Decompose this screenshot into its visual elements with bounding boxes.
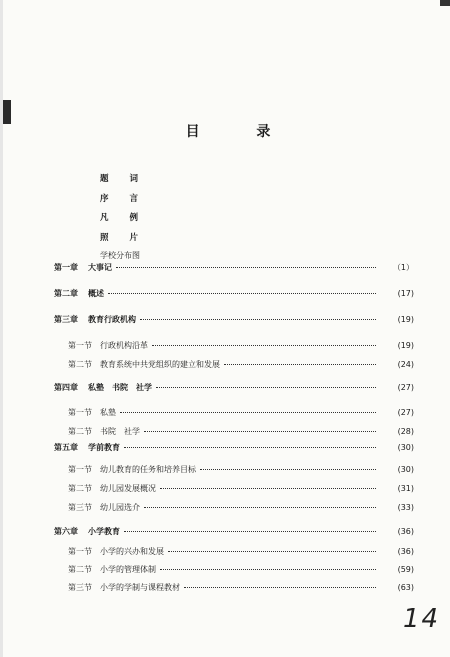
toc-dot-leader [224, 364, 376, 365]
toc-dot-leader [140, 319, 376, 320]
toc-page-number: (30) [397, 465, 414, 474]
toc-entry-title: 私塾 [100, 408, 116, 417]
toc-entry-number: 第二节 [68, 484, 92, 493]
toc-chapter-entry[interactable] [54, 314, 414, 325]
toc-page-number: (28) [397, 427, 414, 436]
toc-entry-title: 行政机构沿革 [100, 341, 148, 350]
toc-entry-title: 小学的管理体制 [100, 565, 156, 574]
toc-page-number: (27) [397, 408, 414, 417]
front-matter-label [100, 192, 138, 212]
toc-chapter-entry[interactable] [54, 526, 414, 537]
front-matter-char: 言 [129, 193, 138, 204]
toc-page-number: (63) [397, 583, 414, 592]
front-matter-char: 片 [129, 232, 138, 243]
toc-page-number: (17) [397, 289, 414, 298]
toc-section-entry[interactable] [54, 502, 414, 513]
toc-dot-leader [144, 431, 376, 432]
front-matter-char: 题 [100, 174, 109, 184]
toc-entry-title: 幼儿园发展概况 [100, 484, 156, 493]
toc-entry-title: 幼儿园选介 [100, 503, 140, 512]
toc-entry-title: 学前教育 [88, 443, 120, 452]
toc-entry-number: 第三节 [68, 583, 92, 592]
toc-chapter-entry[interactable] [54, 442, 414, 453]
toc-entry-title: 书院 社学 [100, 427, 140, 436]
toc-section-entry[interactable] [54, 464, 414, 475]
toc-entry-number: 第一节 [68, 408, 92, 417]
toc-dot-leader [124, 447, 376, 448]
handwritten-page-number: 14 [403, 604, 441, 634]
front-matter-item[interactable] [100, 192, 140, 212]
front-matter-char: 例 [129, 213, 138, 223]
toc-entry-number: 第二节 [68, 427, 92, 436]
page-title: 目 录 [185, 124, 297, 140]
toc-dot-leader [152, 345, 376, 346]
toc-dot-leader [120, 412, 376, 413]
toc-dot-leader [116, 267, 376, 268]
front-matter-char: 序 [100, 193, 109, 204]
toc-page-number: （1） [392, 263, 414, 272]
front-matter-char: 凡 [100, 213, 109, 223]
toc-page-number: (31) [397, 484, 414, 493]
toc-entry-title: 大事记 [88, 263, 112, 272]
toc-dot-leader [200, 469, 376, 470]
toc-entry-number: 第五章 [54, 443, 78, 452]
toc-entry-number: 第二节 [68, 360, 92, 369]
toc-page-number: (19) [397, 315, 414, 324]
toc-dot-leader [168, 551, 376, 552]
toc-chapter-entry[interactable] [54, 382, 414, 393]
front-matter-list [100, 172, 140, 270]
toc-dot-leader [160, 569, 376, 570]
front-matter-label [100, 231, 138, 251]
toc-entry-title: 私塾 书院 社学 [88, 383, 152, 392]
toc-page-number: (33) [397, 503, 414, 512]
toc-entry-title: 教育系统中共党组织的建立和发展 [100, 360, 220, 369]
front-matter-label [100, 172, 138, 192]
toc-section-entry[interactable] [54, 582, 414, 593]
toc-page-number: (36) [397, 527, 414, 536]
toc-entry-number: 第六章 [54, 527, 78, 536]
toc-page-number: (19) [397, 341, 414, 350]
toc-entry-number: 第一章 [54, 263, 78, 272]
toc-entry-title: 小学教育 [88, 527, 120, 536]
toc-entry-number: 第二节 [68, 565, 92, 574]
front-matter-char: 照 [100, 232, 109, 243]
front-matter-item[interactable] [100, 211, 140, 231]
front-matter-label: 学校分布图 [100, 251, 140, 260]
toc-page-number: (30) [397, 443, 414, 452]
toc-section-entry[interactable] [54, 546, 414, 557]
toc-entry-title: 概述 [88, 289, 104, 298]
toc-dot-leader [184, 587, 376, 588]
toc-dot-leader [160, 488, 376, 489]
toc-section-entry[interactable] [54, 340, 414, 351]
toc-chapter-entry[interactable] [54, 288, 414, 299]
front-matter-item[interactable] [100, 231, 140, 251]
scan-corner-mark [440, 0, 450, 6]
toc-page-number: (27) [397, 383, 414, 392]
front-matter-char: 词 [129, 174, 138, 184]
toc-section-entry[interactable] [54, 407, 414, 418]
toc-page-number: (59) [397, 565, 414, 574]
toc-entry-title: 幼儿教育的任务和培养目标 [100, 465, 196, 474]
toc-dot-leader [124, 531, 376, 532]
toc-entry-title: 小学的学制与课程教材 [100, 583, 180, 592]
toc-section-entry[interactable] [54, 564, 414, 575]
toc-entry-number: 第一节 [68, 465, 92, 474]
toc-chapter-entry[interactable] [54, 262, 414, 273]
toc-page-number: (24) [397, 360, 414, 369]
toc-entry-title: 小学的兴办和发展 [100, 547, 164, 556]
toc-entry-number: 第一节 [68, 341, 92, 350]
front-matter-item[interactable] [100, 172, 140, 192]
toc-dot-leader [156, 387, 376, 388]
toc-dot-leader [144, 507, 376, 508]
toc-entry-number: 第三节 [68, 503, 92, 512]
toc-entry-number: 第一节 [68, 547, 92, 556]
toc-entry-number: 第二章 [54, 289, 78, 298]
toc-page-number: (36) [397, 547, 414, 556]
toc-dot-leader [108, 293, 376, 294]
toc-section-entry[interactable] [54, 483, 414, 494]
toc-entry-title: 教育行政机构 [88, 315, 136, 324]
toc-entry-number: 第三章 [54, 315, 78, 324]
toc-entry-number: 第四章 [54, 383, 78, 392]
front-matter-label [100, 211, 138, 231]
toc-section-entry[interactable] [54, 426, 414, 437]
toc-section-entry[interactable] [54, 359, 414, 370]
